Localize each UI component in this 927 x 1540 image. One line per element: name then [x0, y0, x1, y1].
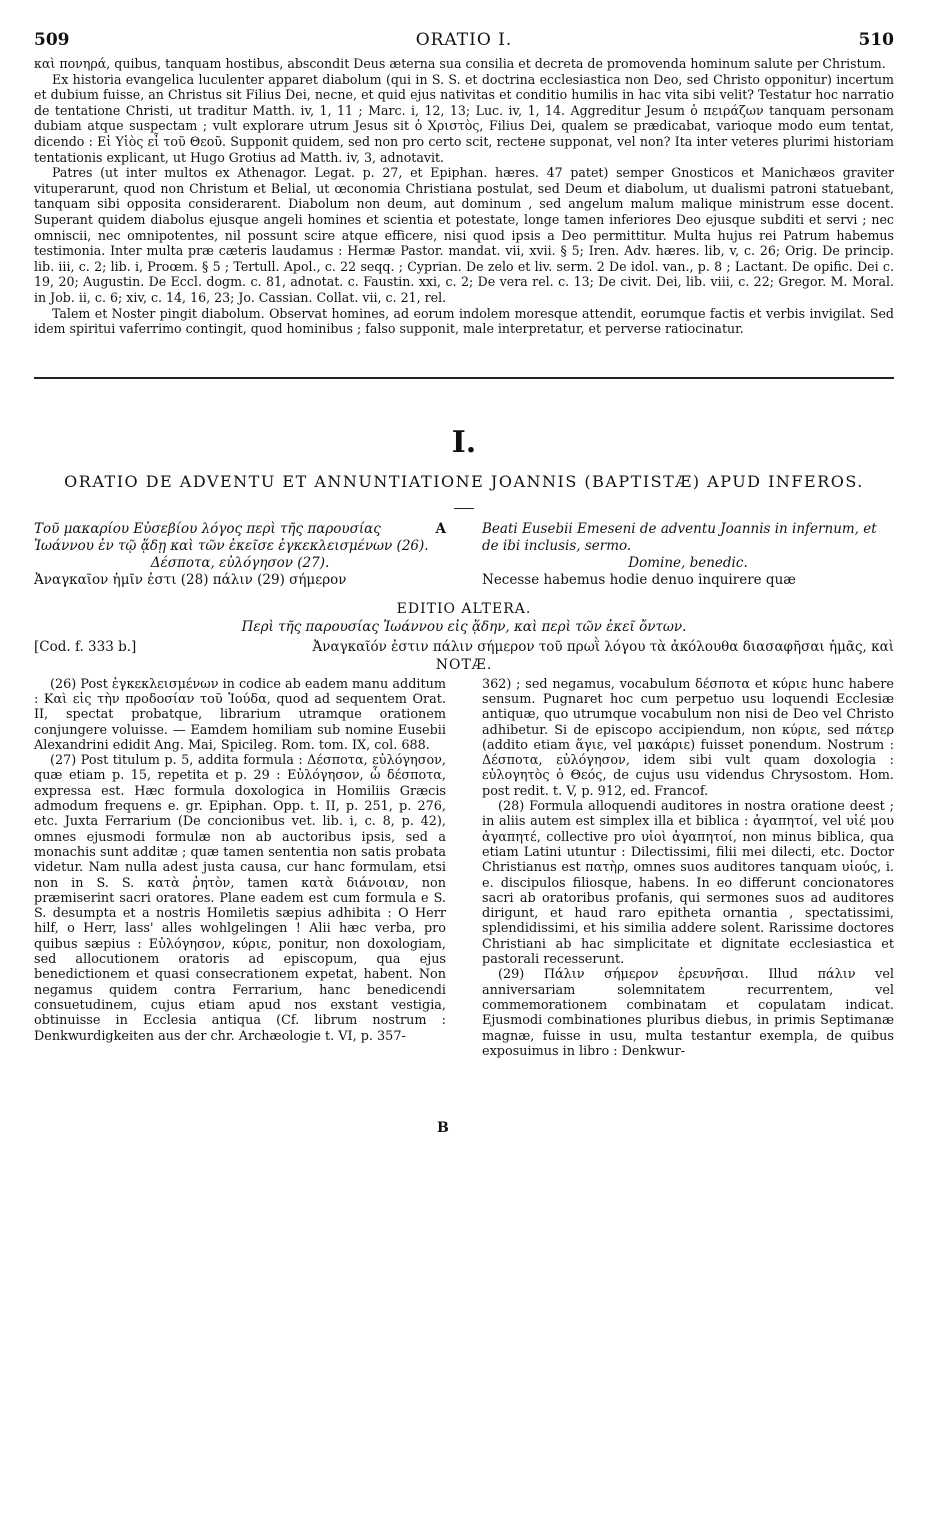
- page: [34, 30, 894, 1059]
- right-page-number: 510: [858, 30, 894, 50]
- codex-text: Ἀναγκαῖόν ἐστιν πάλιν σήμερον τοῦ πρωῒ λόγου τὰ ἀκόλουθα διασαφῆσαι ἡμᾶς, καὶ: [312, 638, 894, 655]
- intro-paragraph: Ex historia evangelica luculenter apparet diabolum (qui in S. S. et doctrina ecclesiastica non Deo, sed Christo opponitur) incertum et dubium fuisse, an Christus sit Filius Dei, necne, et quid ejus nativitas et conditio humilis in hac vita sibi velit? Testatur hoc narratio de tentatione Christi, ut traditur Matth. iv, 1, 11 ; Marc. i, 12, 13; Luc. iv, 1, 14. Aggreditur Jesum ὁ πειράζων tanquam personam dubiam atque suspectam ; vult explorare utrum Jesus sit ὁ Χριστὸς, Filius Dei, qualem se prædicabat, varioque modo eum tentat, dicendo : Εἰ Υἱὸς εἶ τοῦ Θεοῦ. Supponit quidem, sed non pro certo scit, recteне supponat, vel non? Ita inter veteres plurimi historiam tentationis explicant, ut Hugo Grotius ad Matth. iv, 3, adnotavit.: [34, 71, 894, 165]
- notes-columns: [34, 677, 894, 1059]
- parallel-text-heading: [34, 521, 894, 589]
- notes-right-column: [482, 677, 894, 1059]
- intro-paragraph: Talem et Noster pingit diabolum. Observat homines, ad eorum indolem moresque attendit, eorumque factis et verbis invigilat. Sed idem spiritui vaferrimo contingit, quod hominibus ; falso supponit, male interpretatur, et perverse ratiocinatur.: [34, 305, 894, 337]
- notes-left-column: [34, 677, 446, 1059]
- greek-heading: Τοῦ μακαρίου Εὐσεβίου λόγος περὶ τῆς παρουσίας Ἰωάννου ἐν τῷ ᾅδῃ καὶ τῶν ἐκεῖσε ἐγκεκλεισμένων (26).: [34, 520, 429, 554]
- latin-heading: Beati Eusebii Emeseni de adventu Joannis in infernum, et de ibi inclusis, sermo.: [482, 520, 877, 554]
- running-header: [34, 30, 894, 52]
- codex-reference: [Cod. f. 333 b.]: [34, 638, 137, 655]
- latin-text-line: Necesse habemus hodie denuo inquirere quæ: [482, 571, 796, 588]
- codex-line: [34, 639, 894, 655]
- editio-subtitle: Περὶ τῆς παρουσίας Ἰωάννου εἰς ᾅδην, καὶ περὶ τῶν ἐκεῖ ὄντων.: [241, 618, 687, 635]
- note-paragraph: (29) Πάλιν σήμερον ἐρευνῆσαι. Illud πάλιν vel anniversariam solemnitatem recurrentem, vel commemorationem combinatam et copulatam indicat. Ejusmodi combinationes pluribus diebus, in primis Septimanæ magnæ, fuisse in usu, multa testantur exempla, de quibus exposuimus in libro : Denkwur-: [482, 967, 894, 1059]
- left-page-number: 509: [34, 30, 70, 50]
- greek-blessing: Δέσποτα, εὐλόγησον (27).: [150, 554, 330, 571]
- intro-text: [34, 56, 894, 337]
- running-title: ORATIO I.: [415, 30, 513, 50]
- latin-blessing: Domine, benedic.: [628, 554, 748, 571]
- notes-heading: NOTÆ.: [435, 656, 493, 673]
- section-divider: [34, 377, 894, 379]
- column-marker-b: B: [437, 1120, 449, 1136]
- greek-text-line: Ἀναγκαῖον ἡμῖν ἐστι (28) πάλιν (29) σήμερον: [34, 571, 347, 588]
- intro-paragraph: Patres (ut inter multos ex Athenagor. Legat. p. 27, et Epiphan. hæres. 47 patet) semper Gnosticos et Manichæos graviter vituperarunt, quod non Christum et Belial, ut œconomia Christiana postulat, sed Deum et diabolum, ut dualismi patroni statuebant, tanquam sibi opposita considerarent. Diabolum non deum, aut dominum , sed angelum malum malique ministrum esse docent. Superant quidem diabolus ejusque angeli homines et scientia et potestate, longe tamen inferiores Deo ejusque subditi et servi ; nec omniscii, nec omnipotentes, nil possunt scire atque efficere, nisi quod ipsis a Deo permittitur. Multa hujus rei Patrum habemus testimonia. Inter multa præ cæteris laudamus : Hermæ Pastor. mandat. vii, xvii. § 5; Iren. Adv. hæres. lib, v, c. 26; Orig. De princip. lib. iii, c. 2; lib. i, Proœm. § 5 ; Tertull. Apol., c. 22 seqq. ; Cyprian. De zelo et liv. serm. 2 De idol. van., p. 8 ; Lactant. De opific. Dei c. 19, 20; Augustin. De Eccl. dogm. c. 81, adnotat. c. Faustin. xxi, c. 2; De vera rel. c. 13; De civit. Dei, lib. viii, c. 22; Gregor. M. Moral. in Job. ii, c. 6; xiv, c. 14, 16, 23; Jo. Cassian. Collat. vii, c. 21, rel.: [34, 165, 894, 305]
- oration-title: ORATIO DE ADVENTU ET ANNUNTIATIONE JOANNIS (BAPTISTÆ) APUD INFEROS.: [64, 471, 864, 491]
- editio-heading: EDITIO ALTERA.: [396, 600, 532, 617]
- oration-number: I.: [451, 424, 477, 460]
- note-paragraph: (27) Post titulum p. 5, addita formula : Δέσποτα, εὐλόγησον, quæ etiam p. 15, repetita et p. 29 : Εὐλόγησον, ὦ δέσποτα, expressa est. Hæc formula doxologica in Homiliis Græcis admodum frequens e. gr. Epiphan. Opp. t. II, p. 251, p. 276, etc. Juxta Ferrarium (De concionibus vet. lib. i, c. 8, p. 42), omnes ejusmodi formulæ non ab auctoribus ipsis, sed a monachis sunt additæ ; quæ tamen sententia non satis probata videtur. Nam nulla adest justa causa, cur hanc formulam, etsi non in S. S. κατὰ ῥητὸν, tamen κατὰ διάνοιαν, non præmiserint sacri oratores. Plane eadem est cum formula e S. S. desumpta et a nostris Homiletis sæpius adhibita : O Herr hilf, o Herr, lass' alles wohlgelingen ! Alii hæc verba, pro quibus sæpius : Εὐλόγησον, κύριε, ponitur, non doxologiam, sed allocutionem oratoris ad episcopum, qua ejus benedictionem et quasi consecrationem expetat, habent. Non negamus quidem contra Ferrarium, hanc benedicendi consuetudinem, cujus etiam apud nos exstant vestigia, obtinuisse in Ecclesia antiqua (Cf. librum nostrum : Denkwurdigkeiten aus der chr. Archæologie t. VI, p. 357-: [34, 753, 446, 1044]
- intro-paragraph: καὶ πονηρά, quibus, tanquam hostibus, abscondit Deus æterna sua consilia et decreta de promovenda hominum salute per Christum.: [34, 56, 886, 71]
- note-paragraph: 362) ; sed negamus, vocabulum δέσποτα et κύριε hunc habere sensum. Pugnaret hoc cum perpetuo usu loquendi Ecclesiæ antiquæ, quo utrumque vocabulum non nisi de Deo vel Christo adhibetur. Si de episcopo accipiendum, non κύριε, sed πάτερ (addito etiam ἅγιε, vel μακάριε) fuisset ponendum. Nostrum : Δέσποτα, εὐλόγησον, idem sibi vult quam doxologia : εὐλογητὸς ὁ Θεός, de cujus usu videndus Chrysostom. Hom. post redit. t. V, p. 912, ed. Francof.: [482, 676, 894, 799]
- column-marker-a: A: [435, 520, 446, 537]
- note-paragraph: (26) Post ἐγκεκλεισμένων in codice ab eadem manu additum : Καὶ εἰς τὴν προδοσίαν τοῦ Ἰούδα, quod ad sequentem Orat. II, spectat probatque, librarium utramque orationem conjungere voluisse. — Eamdem homiliam sub nomine Eusebii Alexandrini edidit Ang. Mai, Spicileg. Rom. tom. IX, col. 688.: [34, 676, 446, 753]
- title-divider: [454, 508, 474, 509]
- note-paragraph: (28) Formula alloquendi auditores in nostra oratione deest ; in aliis autem est simplex illa et biblica : ἀγαπητοί, vel υἱέ μου ἀγαπητέ, collective pro υἱοὶ ἀγαπητοί, non minus biblica, qua etiam Latini utuntur : Dilectissimi, filii mei dilecti, etc. Doctor Christianus est πατὴρ, omnes suos auditores tanquam υἱούς, i. e. discipulos filiosque, habens. In eo differunt concionatores sacri ab oratoribus profanis, qui sermones suos ad auditores dirigunt, et haud raro epitheta ornantia , spectatissimi, splendidissimi, et his similia addere solent. Rarissime doctores Christiani ab hac simplicitate et dignitate ecclesiastica et pastorali recesserunt.: [482, 799, 894, 968]
